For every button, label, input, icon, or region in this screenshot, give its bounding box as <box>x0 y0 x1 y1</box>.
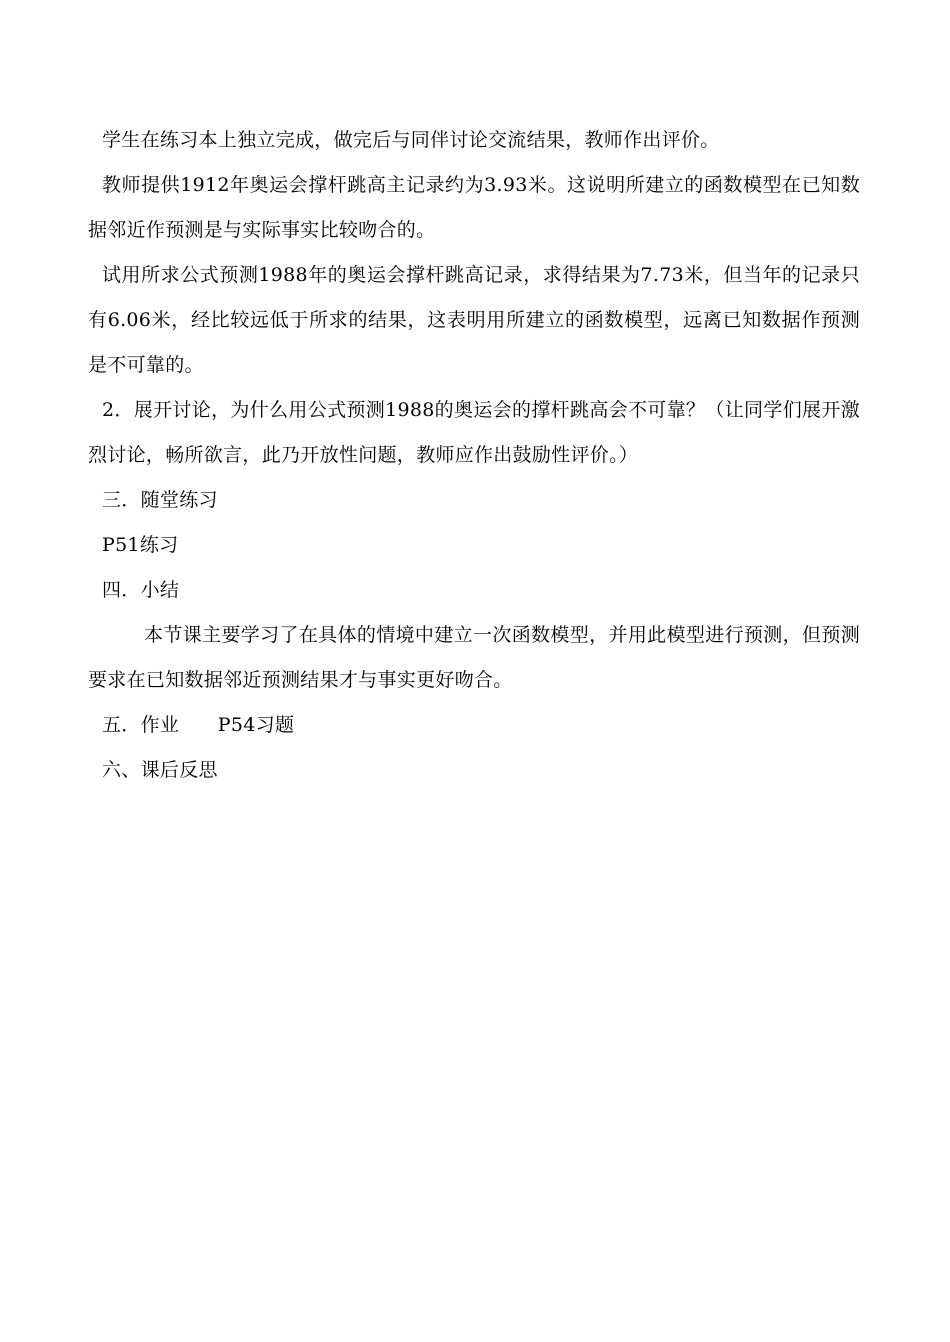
document-body <box>88 118 860 793</box>
paragraph-summary: 本节课主要学习了在具体的情境中建立一次函数模型，并用此模型进行预测，但预测要求在已知数据邻近预测结果才与事实更好吻合。 <box>88 624 860 691</box>
heading-class-practice: 三．随堂练习 <box>102 489 218 511</box>
paragraph-1988-prediction: 试用所求公式预测1988年的奥运会撑杆跳高记录，求得结果为7.73米，但当年的记录只有6.06米，经比较远低于所求的结果，这表明用所建立的函数模型，远离已知数据作预测是不可靠的。 <box>88 264 860 376</box>
paragraph-1912-record: 教师提供1912年奥运会撑杆跳高主记录约为3.93米。这说明所建立的函数模型在已知数据邻近作预测是与实际事实比较吻合的。 <box>88 174 860 241</box>
paragraph-discussion: 2．展开讨论，为什么用公式预测1988的奥运会的撑杆跳高会不可靠？（让同学们展开激烈讨论，畅所欲言，此乃开放性问题，教师应作出鼓励性评价。） <box>88 399 860 466</box>
paragraph-p51-practice: P51练习 <box>102 534 179 556</box>
heading-summary: 四．小结 <box>102 579 180 601</box>
heading-reflection: 六、课后反思 <box>102 759 218 781</box>
paragraph-student-practice: 学生在练习本上独立完成，做完后与同伴讨论交流结果，教师作出评价。 <box>102 129 720 151</box>
heading-homework: 五．作业 P54习题 <box>102 714 295 736</box>
